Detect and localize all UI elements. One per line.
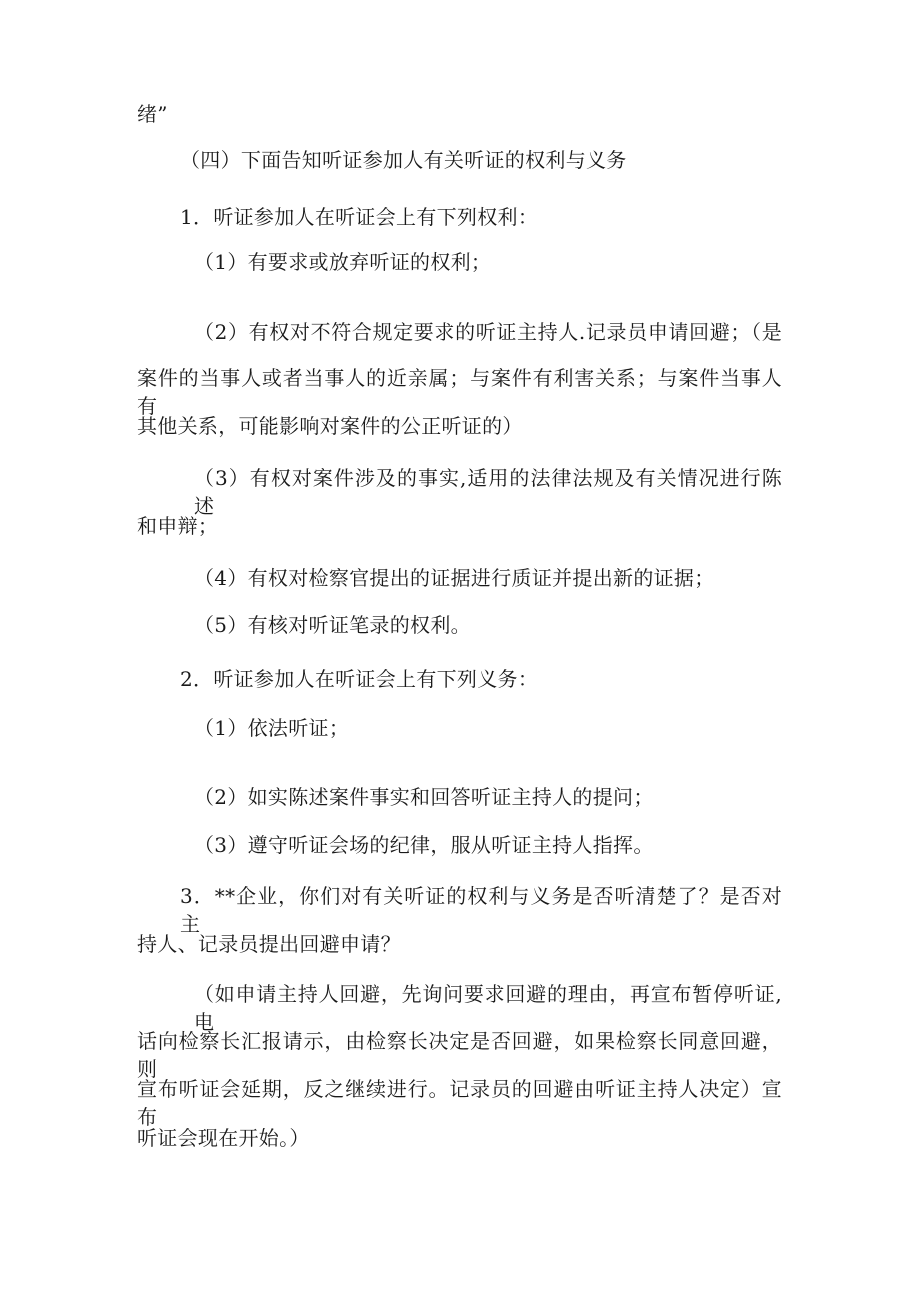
section-heading: （四）下面告知听证参加人有关听证的权利与义务 — [180, 148, 627, 172]
right-item-5: （5）有核对听证笔录的权利。 — [194, 613, 471, 637]
note-line-3: 宣布听证会延期，反之继续进行。记录员的回避由听证主持人决定）宣布 — [137, 1077, 782, 1129]
duties-heading: 2．听证参加人在听证会上有下列义务： — [180, 667, 539, 691]
question-line-1: 3．**企业，你们对有关听证的权利与义务是否听清楚了？是否对主 — [180, 884, 782, 936]
note-line-4: 听证会现在开始。） — [137, 1126, 310, 1150]
right-item-2-line-2: 案件的当事人或者当事人的近亲属；与案件有利害关系；与案件当事人有 — [137, 366, 782, 418]
note-line-1: （如申请主持人回避，先询问要求回避的理由，再宣布暂停听证,电 — [194, 982, 782, 1034]
text-line-1: 绪” — [137, 102, 168, 126]
right-item-4: （4）有权对检察官提出的证据进行质证并提出新的证据； — [194, 566, 715, 590]
right-item-2-line-3: 其他关系，可能影响对案件的公正听证的） — [137, 414, 523, 438]
question-line-2: 持人、记录员提出回避申请？ — [137, 932, 401, 956]
right-item-3-line-1: （3）有权对案件涉及的事实,适用的法律法规及有关情况进行陈述 — [194, 466, 782, 518]
rights-heading: 1．听证参加人在听证会上有下列权利： — [180, 205, 539, 229]
duty-item-1: （1）依法听证； — [194, 716, 350, 740]
right-item-3-line-2: 和申辩； — [137, 514, 219, 538]
duty-item-3: （3）遵守听证会场的纪律，服从听证主持人指挥。 — [194, 833, 654, 857]
right-item-1: （1）有要求或放弃听证的权利； — [194, 250, 492, 274]
right-item-2-line-1: （2）有权对不符合规定要求的听证主持人.记录员申请回避；（是 — [194, 320, 782, 344]
duty-item-2: （2）如实陈述案件事实和回答听证主持人的提问； — [194, 785, 654, 809]
note-line-2: 话向检察长汇报请示，由检察长决定是否回避，如果检察长同意回避，则 — [137, 1029, 782, 1081]
